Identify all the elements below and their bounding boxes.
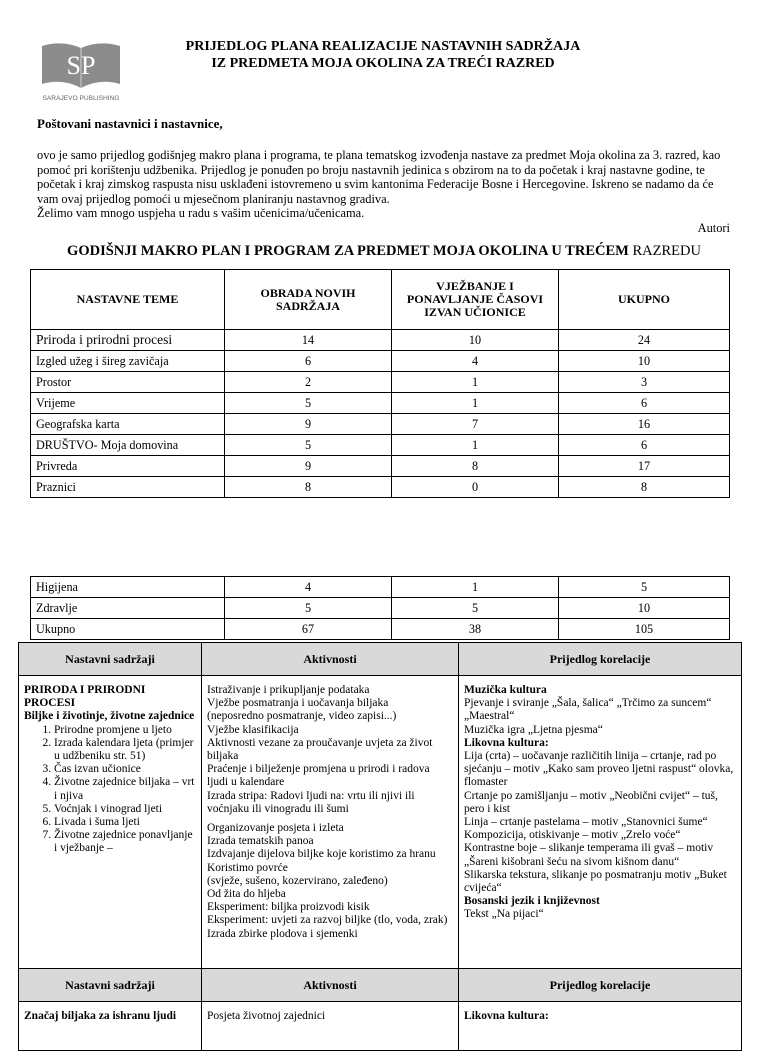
text-line: Izrada zbirke plodova i sjemenki — [207, 927, 358, 940]
text-line: Vježbe klasifikacija — [207, 723, 299, 736]
text-line: Tekst „Na pijaci“ — [464, 908, 544, 921]
text-line: Aktivnosti vezane za proučavanje uvjeta za život biljaka — [207, 736, 433, 763]
table-cell-value: 6 — [225, 351, 392, 372]
header-vjezbanje: VJEŽBANJE I PONAVLJANJE ČASOVI IZVAN UČIONICE — [392, 270, 559, 330]
section-title-2: Značaj biljaka za ishranu ljudi — [24, 1010, 177, 1022]
header-sadrzaji: Nastavni sadržaji — [19, 643, 202, 676]
table-cell-theme: Higijena — [31, 577, 225, 598]
intro-wish: Želimo vam mnogo uspjeha u radu s vašim učenicima/učenicama. — [37, 206, 365, 221]
art-title: Likovna kultura: — [464, 736, 549, 749]
section-title: PRIRODA I PRIRODNI PROCESI — [24, 684, 146, 710]
correlation-title-2: Likovna kultura: — [464, 1010, 549, 1022]
table-cell-value: 38 — [392, 619, 559, 640]
table-cell-theme: Ukupno — [31, 619, 225, 640]
header-aktivnosti-2: Aktivnosti — [202, 969, 459, 1002]
text-line: Eksperiment: uvjeti za razvoj biljke (tlo, voda, zrak) — [207, 914, 448, 927]
table-cell-value: 3 — [559, 372, 730, 393]
table-row — [31, 477, 730, 498]
list-item: 2. Izrada kalendara ljeta (primjer u udžbeniku str. 51) — [54, 737, 196, 763]
lang-title: Bosanski jezik i književnost — [464, 895, 600, 908]
logo-caption: SARAJEVO PUBLISHING — [42, 95, 120, 102]
section-subtitle: Biljke i životinje, životne zajednice — [24, 710, 195, 723]
table-row — [31, 456, 730, 477]
table-cell-value: 5 — [392, 598, 559, 619]
header-korelacije-2: Prijedlog korelacije — [459, 969, 742, 1002]
activities-group-b — [207, 822, 453, 941]
thematic-header-row-2 — [19, 969, 742, 1002]
content-cell-2 — [19, 1002, 202, 1051]
music-title: Muzička kultura — [464, 684, 547, 696]
content-cell — [19, 676, 202, 969]
text-line: Koristimo povrće — [207, 861, 288, 874]
text-line: Praćenje i bilježenje promjena u prirodi i radova ljudi u kalendare — [207, 763, 430, 789]
text-line: Crtanje po zamišljanju – motiv „Neobični cvijet“ – tuš, pero i kist — [464, 789, 718, 815]
list-item: 5. Voćnjak i vinograd ljeti — [54, 803, 196, 816]
text-line: (neposredno posmatranje, video zapisi...) — [207, 710, 397, 723]
table-cell-value: 2 — [225, 372, 392, 393]
content-list — [24, 724, 196, 856]
table-cell-theme: Geografska karta — [31, 414, 225, 435]
plan-heading-bold: GODIŠNJI MAKRO PLAN I PROGRAM ZA PREDMET MOJA OKOLINA U TREĆEM — [67, 243, 629, 259]
table-cell-value: 6 — [559, 435, 730, 456]
table-cell-value: 5 — [225, 435, 392, 456]
thematic-row-2 — [19, 1002, 742, 1051]
activities-cell — [202, 676, 459, 969]
table-row — [31, 330, 730, 351]
activities-cell-2 — [202, 1002, 459, 1051]
table-cell-value: 8 — [225, 477, 392, 498]
table-cell-value: 1 — [392, 577, 559, 598]
text-line: Istraživanje i prikupljanje podataka — [207, 684, 370, 696]
thematic-table — [18, 642, 742, 1051]
text-line: Linja – crtanje pastelama – motiv „Stanovnici šume“ — [464, 816, 708, 829]
header-sadrzaji-2: Nastavni sadržaji — [19, 969, 202, 1002]
title-line-1: PRIJEDLOG PLANA REALIZACIJE NASTAVNIH SADRŽAJA — [185, 39, 581, 54]
table-cell-value: 4 — [225, 577, 392, 598]
table-cell-value: 10 — [392, 330, 559, 351]
table-cell-value: 0 — [392, 477, 559, 498]
text-line: Izdvajanje dijelova biljke koje koristimo za hranu — [207, 848, 436, 861]
table-cell-value: 16 — [559, 414, 730, 435]
table-row — [31, 619, 730, 640]
publisher-logo — [38, 38, 124, 104]
table-cell-theme: Vrijeme — [31, 393, 225, 414]
table-cell-value: 9 — [225, 456, 392, 477]
table-row — [31, 351, 730, 372]
list-item: 7. Životne zajednice ponavljanje i vježbanje – — [54, 829, 196, 855]
title-line-2: IZ PREDMETA MOJA OKOLINA ZA TREĆI RAZRED — [211, 56, 555, 71]
table-row — [31, 577, 730, 598]
table-cell-value: 1 — [392, 393, 559, 414]
table-cell-value: 10 — [559, 351, 730, 372]
text-line: Muzička igra „Ljetna pjesma“ — [464, 723, 603, 736]
table-cell-value: 14 — [225, 330, 392, 351]
plan-table-header-row — [31, 270, 730, 330]
plan-table-continued — [30, 576, 730, 640]
table-cell-value: 4 — [392, 351, 559, 372]
text-line: „Maestral“ — [464, 710, 515, 723]
list-item: 6. Livada i šuma ljeti — [54, 816, 196, 829]
text-line: Pjevanje i sviranje „Šala, šalica“ „Trčimo za suncem“ — [464, 697, 712, 710]
book-logo-icon — [38, 38, 124, 104]
music-lines — [464, 697, 736, 737]
intro-text — [37, 148, 732, 221]
activities-group-a — [207, 684, 453, 816]
list-item: 3. Čas izvan učionice — [54, 763, 196, 776]
thematic-row-1 — [19, 676, 742, 969]
table-cell-theme: Privreda — [31, 456, 225, 477]
text-line: Slikarska tekstura, slikanje po posmatranju motiv „Buket cvijeća“ — [464, 868, 727, 895]
table-cell-theme: Zdravlje — [31, 598, 225, 619]
text-line: Organizovanje posjeta i izleta — [207, 822, 344, 835]
text-line: Od žita do hljeba — [207, 888, 286, 901]
list-item: 1. Prirodne promjene u ljeto — [54, 724, 196, 737]
table-cell-theme: DRUŠTVO- Moja domovina — [31, 435, 225, 456]
table-cell-theme: Priroda i prirodni procesi — [31, 330, 225, 351]
text-line: Izrada tematskih panoa — [207, 835, 314, 848]
text-line: Eksperiment: biljka proizvodi kisik — [207, 901, 370, 914]
table-cell-value: 10 — [559, 598, 730, 619]
text-line: Lija (crta) – uočavanje različitih linija – crtanje, rad po sjećanju – motiv „Kako sam proveo ljetni raspust“ olovka, flomaster — [464, 750, 734, 789]
logo-letters: SP — [66, 51, 96, 80]
table-row — [31, 435, 730, 456]
plan-table — [30, 269, 730, 498]
table-cell-value: 8 — [559, 477, 730, 498]
header-teme: NASTAVNE TEME — [31, 270, 225, 330]
table-cell-theme: Izgled užeg i šireg zavičaja — [31, 351, 225, 372]
table-cell-value: 5 — [225, 393, 392, 414]
table-cell-value: 105 — [559, 619, 730, 640]
table-cell-value: 67 — [225, 619, 392, 640]
greeting: Poštovani nastavnici i nastavnice, — [37, 116, 223, 131]
table-cell-theme: Praznici — [31, 477, 225, 498]
header-korelacije: Prijedlog korelacije — [459, 643, 742, 676]
table-cell-value: 1 — [392, 435, 559, 456]
table-cell-theme: Prostor — [31, 372, 225, 393]
intro-paragraph: ovo je samo prijedlog godišnjeg makro plana i programa, te plana tematskog izvođenja nastave za predmet Moja okolina za 3. razred, kao pomoć pri korištenju udžbenika. Prijedlog je ponuđen po broju nastavnih jedinica s obzirom na to da početak i kraj nastavne godine, te početak i kraj zimskog raspusta nisu usklađeni istovremeno u svim kantonima Federacije Bosne i Hercegovine. Iskreno se nadamo da će vam ovaj prijedlog pomoći u mjesečnom planiranju nastavnog gradiva. — [37, 148, 721, 206]
text-line: Izrada stripa: Radovi ljudi na: vrtu ili njivi ili voćnjaku ili vinogradu ili šumi — [207, 789, 415, 815]
table-cell-value: 24 — [559, 330, 730, 351]
correlation-cell-2 — [459, 1002, 742, 1051]
lang-lines — [464, 908, 736, 921]
header-obrada: OBRADA NOVIH SADRŽAJA — [225, 270, 392, 330]
correlation-cell — [459, 676, 742, 969]
table-cell-value: 8 — [392, 456, 559, 477]
table-cell-value: 5 — [559, 577, 730, 598]
list-item: 4. Životne zajednice biljaka – vrt i njiva — [54, 776, 196, 802]
table-row — [31, 372, 730, 393]
plan-heading — [0, 243, 768, 260]
text-line: (svježe, sušeno, kozervirano, zaleđeno) — [207, 874, 388, 887]
table-row — [31, 393, 730, 414]
table-row — [31, 598, 730, 619]
activities-2: Posjeta životnoj zajednici — [207, 1010, 326, 1022]
text-line: Vježbe posmatranja i uočavanja biljaka — [207, 697, 389, 710]
text-line: Kompozicija, otiskivanje – motiv „Zrelo voće“ — [464, 829, 681, 842]
text-line: Kontrastne boje – slikanje temperama ili gvaš – motiv „Šareni kišobrani šeću na sivom kišnom danu“ — [464, 842, 714, 868]
header-aktivnosti: Aktivnosti — [202, 643, 459, 676]
table-cell-value: 5 — [225, 598, 392, 619]
header-ukupno: UKUPNO — [559, 270, 730, 330]
thematic-header-row — [19, 643, 742, 676]
document-title — [130, 38, 636, 72]
table-cell-value: 1 — [392, 372, 559, 393]
table-cell-value: 17 — [559, 456, 730, 477]
table-cell-value: 9 — [225, 414, 392, 435]
table-row — [31, 414, 730, 435]
table-cell-value: 7 — [392, 414, 559, 435]
signature: Autori — [697, 221, 730, 235]
table-cell-value: 6 — [559, 393, 730, 414]
art-lines — [464, 750, 736, 895]
plan-heading-normal: RAZREDU — [632, 243, 701, 259]
